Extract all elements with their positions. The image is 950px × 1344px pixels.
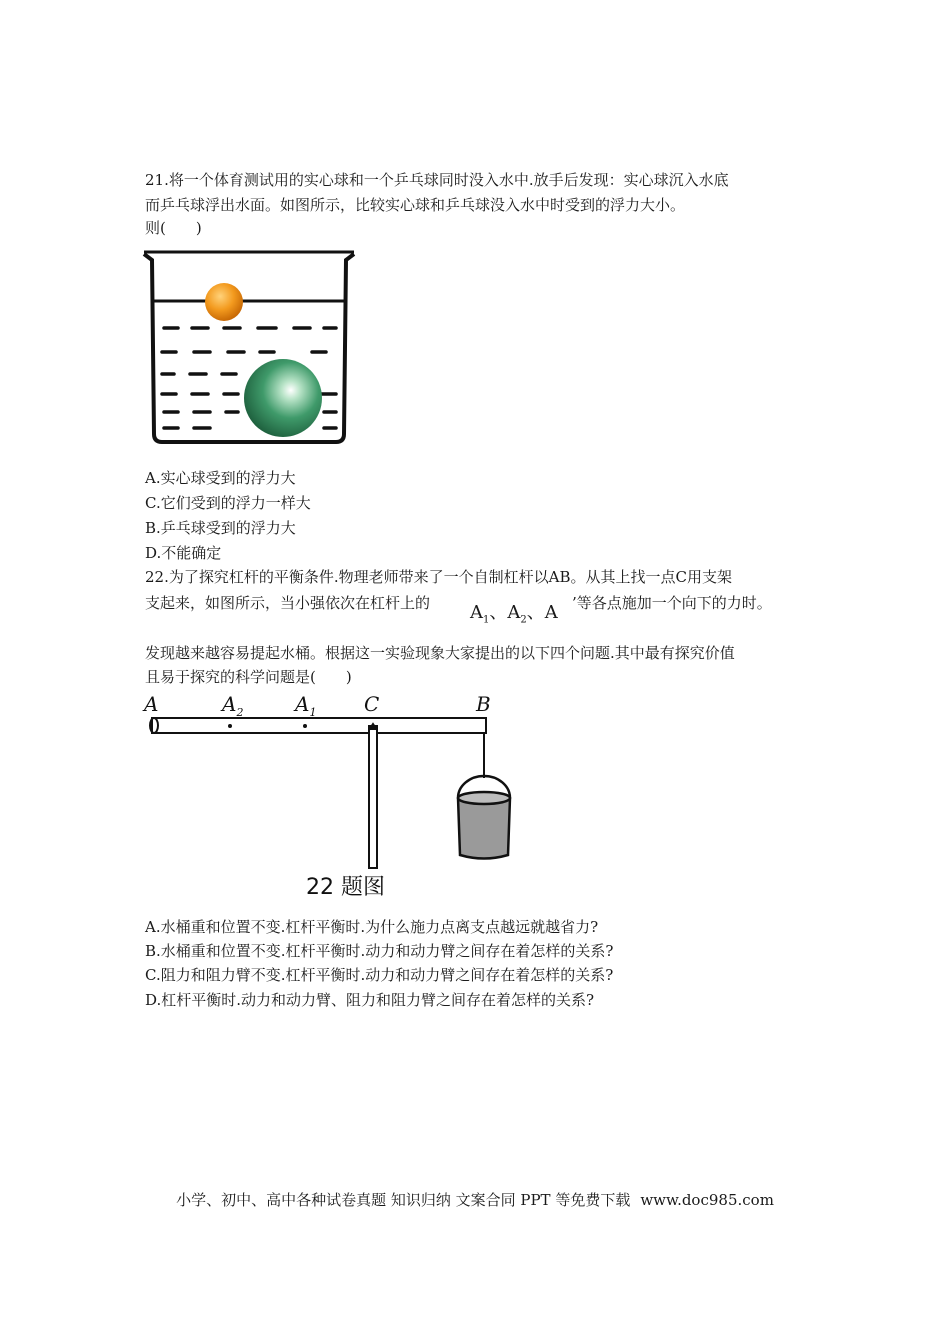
q21-stem-line3: 则( ) <box>145 219 202 237</box>
solid-ball <box>244 359 322 437</box>
q22-stem-line4: 且易于探究的科学问题是( ) <box>145 668 352 686</box>
sym-sep1: 、 <box>489 602 508 623</box>
lever-bar <box>150 718 486 733</box>
label-c: C <box>364 692 380 716</box>
q21-beaker-figure <box>140 244 360 450</box>
label-b: B <box>476 692 491 716</box>
q22-points-formula <box>470 598 558 626</box>
ping-pong-ball <box>205 283 243 321</box>
q21-stem-line2: 而乒乓球浮出水面。如图所示，比较实心球和乒乓球没入水中时受到的浮力大小。 <box>145 196 686 214</box>
q22-option-d: D.杠杆平衡时.动力和动力臂、阻力和阻力臂之间存在着怎样的关系? <box>145 991 595 1009</box>
q22-option-b: B.水桶重和位置不变.杠杆平衡时.动力和动力臂之间存在着怎样的关系? <box>145 942 614 960</box>
page-footer <box>0 1190 950 1210</box>
water-bucket <box>458 776 510 859</box>
q22-option-c: C.阻力和阻力臂不变.杠杆平衡时.动力和动力臂之间存在着怎样的关系? <box>145 966 614 984</box>
label-a1: $A_1$ <box>295 692 317 719</box>
q21-option-b: B.乒乓球受到的浮力大 <box>145 519 296 537</box>
figure-caption: 22 题图 <box>306 875 385 900</box>
label-a: A <box>144 692 159 716</box>
q22-option-a: A.水桶重和位置不变.杠杆平衡时.为什么施力点离支点越远就越省力? <box>145 918 599 936</box>
support-stand <box>369 724 377 868</box>
sym-a: A <box>544 602 558 623</box>
point-a2-dot <box>228 724 232 728</box>
q21-option-a: A.实心球受到的浮力大 <box>145 469 296 487</box>
q22-stem-line2-tail: ’等各点施加一个向下的力时。 <box>572 594 772 612</box>
q21-stem-line1: 21.将一个体育测试用的实心球和一个乒乓球同时没入水中.放手后发现：实心球沉入水底 <box>145 171 729 189</box>
sym-a2-sub: 2 <box>520 614 527 626</box>
q22-stem-line2: 支起来，如图所示，当小强依次在杠杆上的 <box>145 594 431 612</box>
footer-text: 小学、初中、高中各种试卷真题 知识归纳 文案合同 PPT 等免费下载 <box>176 1191 631 1209</box>
q22-stem-line1: 22.为了探究杠杆的平衡条件.物理老师带来了一个自制杠杆以AB。从其上找一点C用支架 <box>145 568 732 586</box>
q22-stem-line3: 发现越来越容易提起水桶。根据这一实验现象大家提出的以下四个问题.其中最有探究价值 <box>145 644 735 662</box>
label-a2: $A_2$ <box>222 692 244 719</box>
sym-a1-sub: 1 <box>483 614 490 626</box>
q21-option-d: D.不能确定 <box>145 544 222 562</box>
footer-site-link[interactable]: www.doc985.com <box>640 1191 774 1209</box>
q22-lever-figure <box>140 690 530 905</box>
sym-a1: A <box>470 602 483 623</box>
sym-sep2: 、 <box>526 602 545 623</box>
q21-option-c: C.它们受到的浮力一样大 <box>145 494 311 512</box>
point-a1-dot <box>303 724 307 728</box>
sym-a2: A <box>507 602 521 623</box>
